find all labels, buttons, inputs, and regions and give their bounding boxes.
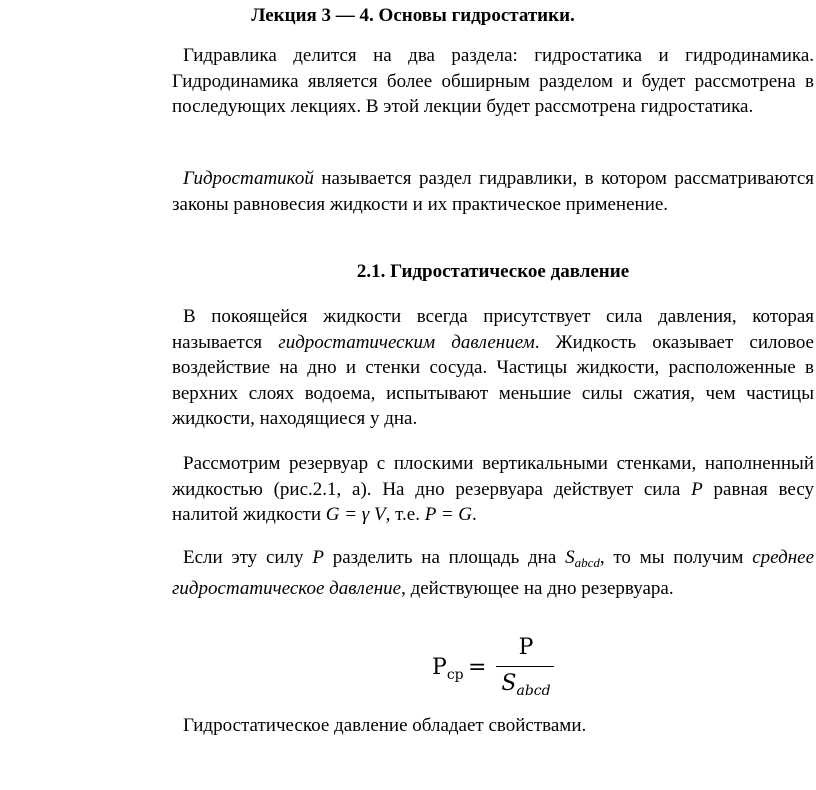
term-hydrostatics: Гидростатикой (183, 168, 314, 189)
pressure-text-b: . Жидкость оказывает силовое воздействие на дно и стенки сосуда. Частицы жидкости, расположенные в верхних слоях водоема, испытывают меньшие силы сжатия, чем частицы жидкости, находящиеся у дна. (172, 331, 814, 429)
lecture-title: Лекция 3 — 4. Основы гидростатики. (251, 5, 575, 26)
formula-equality: P = G (424, 504, 473, 525)
symbol-S-subscript: abcd (574, 555, 600, 570)
pressure-formula (432, 633, 572, 703)
paragraph-average-pressure (172, 545, 814, 601)
symbol-P: P (691, 478, 703, 500)
section-heading: 2.1. Гидростатическое давление (356, 261, 630, 282)
formula-lhs-symbol: P (432, 655, 447, 680)
paragraph-reservoir (172, 451, 814, 528)
formula-lhs-subscript: ср (446, 667, 464, 683)
paragraph-definition (172, 166, 814, 217)
formula-lhs (432, 655, 464, 683)
pressure-text-a: В покоящейся жидкости всегда присутствует сила давления, которая называется (172, 306, 814, 353)
paragraph-properties: Гидростатическое давление обладает свойствами. (183, 715, 587, 736)
avg-text-c: , то мы получим (599, 547, 753, 568)
term-hydrostatic-pressure: гидростатическим давлением (278, 331, 535, 353)
formula-denominator-subscript: abcd (516, 683, 551, 699)
avg-text-b: разделить на площадь дна (323, 547, 566, 568)
formula-numerator: P (518, 635, 534, 660)
formula-equals: = (468, 655, 487, 680)
reservoir-text-a: Рассмотрим резервуар с плоскими вертикальными стенками, наполненный жидкостью (рис.2.1, а). На дно резервуара действует сила (172, 453, 814, 500)
term-average-pressure: среднее гидростатическое давление (172, 547, 814, 599)
formula-denominator (498, 671, 554, 699)
paragraph-pressure (172, 304, 814, 432)
formula-weight: G = γ V (325, 504, 386, 525)
avg-text-a: Если эту силу (183, 547, 313, 568)
avg-text-d: , действующее на дно резервуара. (401, 577, 674, 599)
formula-fraction-bar (496, 666, 554, 667)
symbol-P: P (312, 547, 324, 568)
paragraph-intro: Гидравлика делится на два раздела: гидростатика и гидродинамика. Гидродинамика является более обширным разделом и будет рассмотрена в последующих лекциях. В этой лекции будет рассмотрена гидростатика. (172, 45, 814, 117)
formula-denominator-symbol: S (501, 671, 517, 696)
definition-text: называется раздел гидравлики, в котором рассматриваются законы равновесия жидкости и их практическое применение. (172, 168, 814, 215)
symbol-S: S (565, 547, 575, 568)
reservoir-text-c: , т.е. (385, 504, 425, 525)
reservoir-text-d: . (472, 504, 477, 525)
reservoir-text-b: равная весу налитой жидкости (172, 478, 814, 525)
